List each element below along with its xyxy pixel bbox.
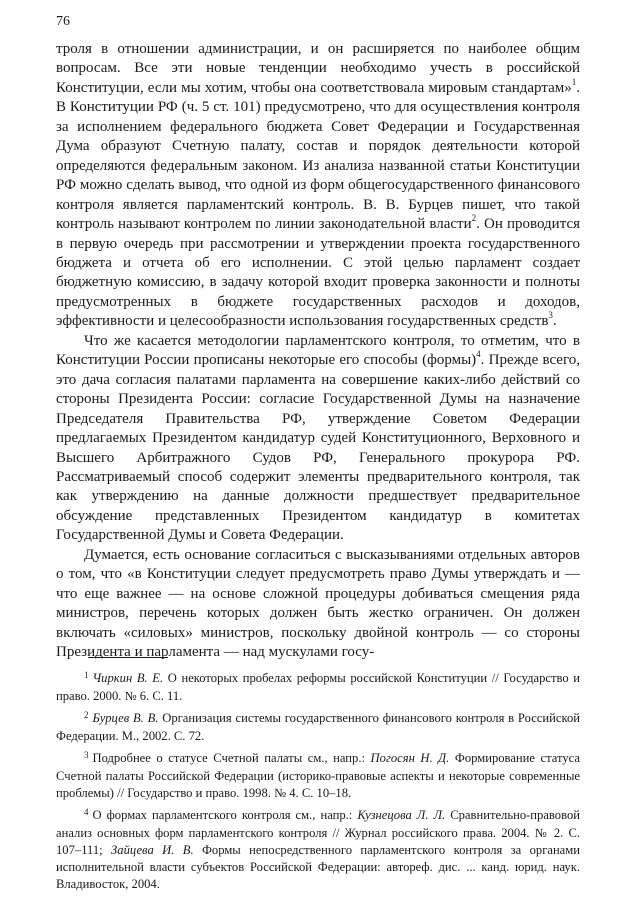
footnote-text: О формах парламентского контроля см., напр.:: [92, 808, 358, 822]
footnote-text: О некоторых пробелах реформы российской Конституции // Государство и право. 2000. № 6. С. 11.: [56, 671, 580, 703]
footnote-number: 2: [84, 710, 89, 720]
paragraph-text: Думается, есть основание согласиться с высказываниями отдельных авторов о том, что «в Конституции следует предусмотреть право Думы утверждать и — что еще важнее — на основе сложной процедуры добиваться смещения ряда министров, перечень которых должен быть жестко ограничен. Он должен включать «силовых» министров, поскольку двойной контроль — со стороны Президента и парламента — над мускулами госу-: [56, 546, 580, 661]
body-paragraph: [56, 332, 580, 546]
footnote-author: Зайцева И. В.: [111, 843, 194, 857]
paragraph-text: Что же касается методологии парламентского контроля, то отметим, что в Конституции России прописаны некоторые его способы (формы): [56, 332, 580, 369]
footnote-author: Бурцев В. В.: [92, 711, 159, 725]
paragraph-text: . Прежде всего, это дача согласия палатами парламента на совершение каких-либо действий со стороны Президента России: согласие Государственной Думы на назначение Председателя Правительства РФ, утверждение Советом Федерации предлагаемых Президентом кандидатур судей Конституционного, Верховного и Высшего Арбитражного Судов РФ, Генерального прокурора РФ. Рассматриваемый способ содержит элементы предварительного контроля, так как утверждению на данные должности предшествует предварительное обсуждение представленных Президентом кандидатур в комитетах Государственной Думы и Совета Федерации.: [56, 352, 580, 544]
footnote: [56, 710, 580, 745]
footnote-number: 4: [84, 807, 89, 817]
footnote-author: Чиркин В. Е.: [92, 671, 164, 685]
paragraph-text: . В Конституции РФ (ч. 5 ст. 101) предусмотрено, что для осуществления контроля за исполнением федерального бюджета Совет Федерации и Государственная Дума образуют Счетную палату, состав и порядок деятельности которой определяются федеральным законом. Из анализа названной статьи Конституции РФ можно сделать вывод, что одной из форм общегосударственного финансового контроля является парламентский контроль. В. В. Бурцев пишет, что такой контроль называют контролем по линии законодательной власти: [56, 79, 580, 233]
footnote-text: Сравнительно-правовой анализ основных форм парламентского контроля // Журнал российского права. 2004. № 2. С. 107–111;: [56, 808, 580, 857]
paragraph-text: .: [552, 313, 557, 330]
footnote-text: Формы непосредственного парламентского контроля за органами исполнительной власти субъектов Российской Федерации: автореф. дис. ... канд. юрид. наук. Владивосток, 2004.: [56, 843, 580, 891]
footnote-reference[interactable]: 4: [476, 349, 481, 360]
body-paragraph: [56, 546, 580, 663]
body-text: [56, 40, 580, 663]
footnote: [56, 750, 580, 802]
footnote-number: 1: [84, 670, 89, 680]
footnote-reference[interactable]: 3: [548, 310, 553, 321]
paragraph-text: . Он проводится в первую очередь при рассмотрении и утверждении проекта государственного бюджета и отчета об его исполнении. С этой целью парламент создает бюджетную комиссию, в задачу которой входит проверка законности и полноты предусмотренных в бюджете государственных расходов и доходов, эффективности и целесообразности использования государственных средств: [56, 216, 580, 330]
body-paragraph: [56, 40, 580, 332]
footnote-reference[interactable]: 2: [471, 213, 477, 224]
footnote-author: Кузнецова Л. Л.: [357, 808, 446, 822]
footnote-separator: [88, 657, 168, 658]
footnotes: [56, 670, 580, 898]
footnote: [56, 807, 580, 893]
footnote-text: Подробнее о статусе Счетной палаты см., напр.:: [92, 751, 371, 765]
footnote-number: 3: [84, 750, 89, 760]
page-number: 76: [56, 14, 70, 29]
footnote: [56, 670, 580, 705]
footnote-text: Организация системы государственного финансового контроля в Российской Федерации. М., 2002. С. 72.: [56, 711, 580, 743]
footnote-text: Формирование статуса Счетной палаты Российской Федерации (историко-правовые аспекты и некоторые современные проблемы) // Государство и право. 1998. № 4. С. 10–18.: [56, 751, 581, 800]
paragraph-text: троля в отношении администрации, и он расширяется по наиболее общим вопросам. Все эти новые тенденции необходимо учесть в российской Конституции, если мы хотим, чтобы она соответствовала мировым стандартам»: [56, 41, 580, 96]
footnote-reference[interactable]: 1: [571, 76, 577, 87]
footnote-author: Погосян Н. Д.: [370, 751, 450, 765]
